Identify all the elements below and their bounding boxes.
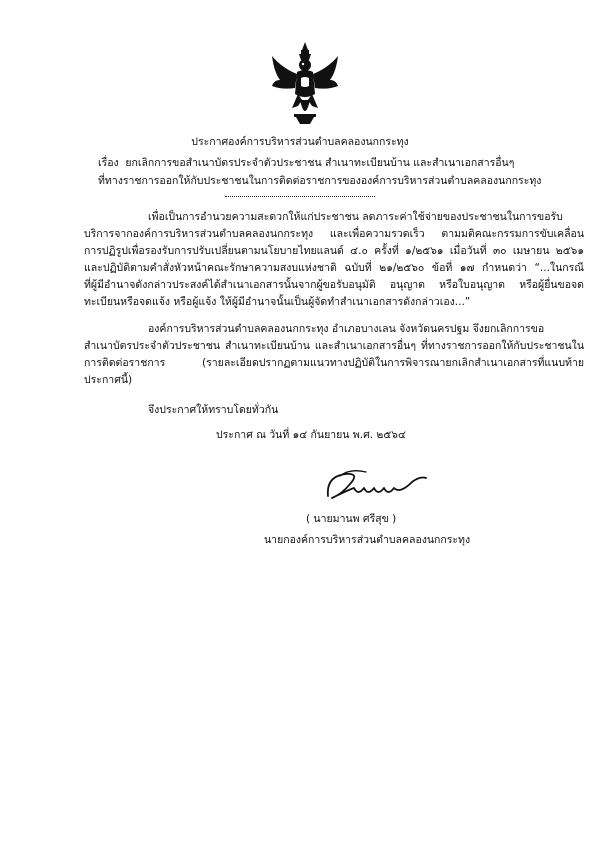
signer-position: นายกองค์การบริหารส่วนตำบลคลองนกกระทุง	[264, 534, 471, 546]
paragraph-2-line-4: ประกาศนี้)	[84, 374, 133, 386]
paragraph-2-line-2: สำเนาบัตรประจำตัวประชาชน สำเนาทะเบียนบ้าน และสำเนาเอกสารอื่นๆ ที่ทางราชการออกให้กับประชาชนใน	[84, 340, 584, 352]
paragraph-1-line-2: บริการจากองค์การบริหารส่วนตำบลคลองนกกระทุง และเพื่อความรวดเร็ว ตามมติคณะกรรมการขับเคลื่อน	[84, 228, 584, 240]
subject-line-1	[98, 156, 514, 170]
subject-line-2: ที่ทางราชการออกให้กับประชาชนในการติดต่อราชการขององค์การบริหารส่วนตำบลคลองนกกระทุง	[98, 175, 542, 187]
paragraph-1-line-4: และปฏิบัติตามคำสั่งหัวหน้าคณะรักษาความสงบแห่งชาติ ฉบับที่ ๒๑/๒๕๖๐ ข้อที่ ๑๗ กำหนดว่า “...ในกรณี	[84, 262, 584, 274]
paragraph-2-line-1: องค์การบริหารส่วนตำบลคลองนกกระทุง อำเภอบางเลน จังหวัดนครปฐม จึงยกเลิกการขอ	[148, 323, 545, 335]
paragraph-2-line-3: การติดต่อราชการ (รายละเอียดปรากฏตามแนวทางปฏิบัติในการพิจารณายกเลิกสำเนาเอกสารที่แนบท้าย	[84, 357, 584, 369]
date-line: ประกาศ ณ วันที่ ๑๔ กันยายน พ.ศ. ๒๕๖๔	[216, 429, 406, 441]
subject-label: เรื่อง	[98, 157, 119, 169]
closing-text: จึงประกาศให้ทราบโดยทั่วกัน	[148, 404, 279, 416]
paragraph-1-line-5: ที่ผู้มีอำนาจดังกล่าวประสงค์ได้สำเนาเอกสารนั้นจากผู้ขอรับอนุมัติ อนุญาต หรือใบอนุญาต หรือผู้ยื่นขอจด	[84, 279, 584, 291]
handwritten-signature	[320, 466, 430, 508]
paragraph-1-line-1: เพื่อเป็นการอำนวยความสะดวกให้แก่ประชาชน ลดภาระค่าใช้จ่ายของประชาชนในการขอรับ	[148, 211, 563, 223]
subject-text: ยกเลิกการขอสำเนาบัตรประจำตัวประชาชน สำเนาทะเบียนบ้าน และสำเนาเอกสารอื่นๆ	[125, 157, 515, 169]
garuda-emblem-icon	[270, 42, 340, 126]
paragraph-1-line-6: ทะเบียนหรือจดแจ้ง หรือผู้แจ้ง ให้ผู้มีอำนาจนั้นเป็นผู้จัดทำสำเนาเอกสารดังกล่าวเอง...”	[84, 296, 471, 308]
paragraph-1-line-3: การปฏิรูปเพื่อรองรับการปรับเปลี่ยนตามนโยบายไทยแลนด์ ๔.๐ ครั้งที่ ๑/๒๕๖๑ เมื่อวันที่ ๓๐ เมษายน ๒๕๖๑	[84, 245, 584, 257]
announcement-title: ประกาศองค์การบริหารส่วนตำบลคลองนกกระทุง	[191, 136, 409, 148]
divider-dots	[225, 196, 375, 197]
signer-name: ( นายมานพ ศรีสุข )	[306, 513, 397, 525]
